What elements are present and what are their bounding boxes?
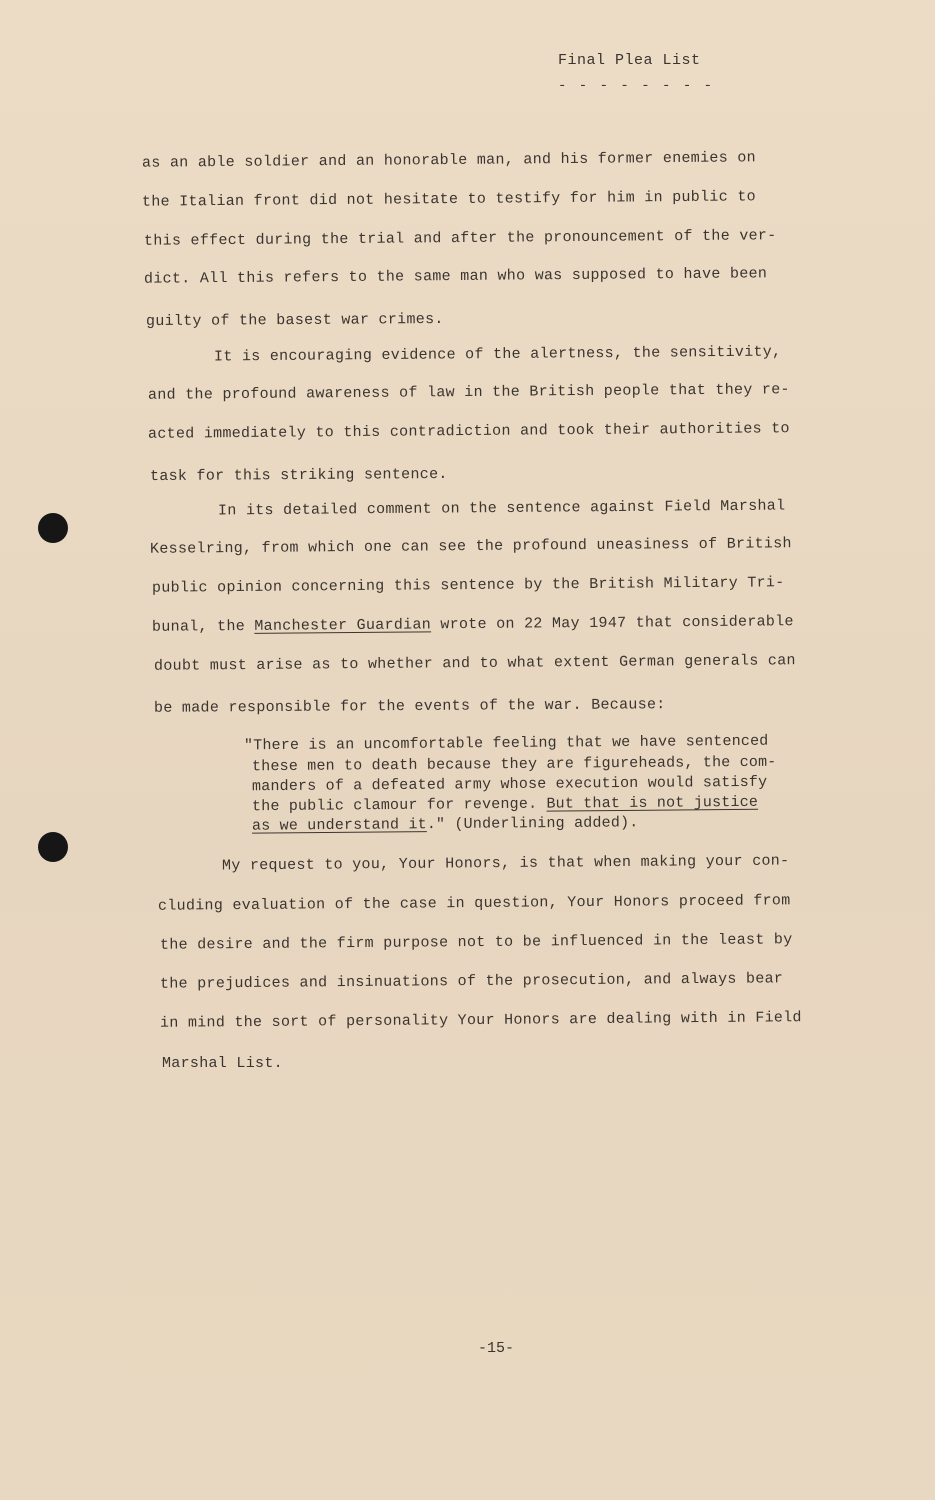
paragraph1-line3: this effect during the trial and after the pronouncement of the ver- — [143, 227, 777, 250]
punch-hole-top — [38, 513, 68, 543]
quote-line4 — [252, 794, 758, 815]
paragraph2-line1: It is encouraging evidence of the alertness, the sensitivity, — [213, 343, 782, 366]
paragraph1-line1: as an able soldier and an honorable man, and his former enemies on — [141, 149, 756, 172]
paragraph1-line4: dict. All this refers to the same man who was supposed to have been — [143, 265, 768, 288]
paragraph3-line4 — [152, 613, 794, 636]
paragraph2-line2: and the profound awareness of law in the British people that they re- — [147, 381, 790, 404]
quote-line3: manders of a defeated army whose execution would satisfy — [251, 773, 768, 796]
paragraph1-line5: guilty of the basest war crimes. — [145, 310, 444, 331]
quote-underlined-1: But that is not justice — [546, 793, 759, 813]
paragraph4-line6: Marshal List. — [162, 1055, 283, 1072]
quote-line2: these men to death because they are figureheads, the com- — [251, 753, 777, 776]
paragraph3-line3: public opinion concerning this sentence by the British Military Tri- — [151, 574, 785, 597]
paragraph3-line1: In its detailed comment on the sentence against Field Marshal — [217, 497, 786, 520]
page-number: -15- — [478, 1340, 515, 1357]
running-header: Final Plea List — [558, 52, 701, 69]
paragraph3-line4-before: bunal, the — [151, 617, 255, 636]
paragraph4-line2: cluding evaluation of the case in question, Your Honors proceed from — [157, 892, 791, 915]
quote-line4-plain: the public clamour for revenge. — [251, 795, 547, 816]
paragraph4-line5: in mind the sort of personality Your Honors are dealing with in Field — [159, 1009, 802, 1032]
paragraph3-line6: be made responsible for the events of the war. Because: — [153, 696, 666, 717]
paragraph2-line4: task for this striking sentence. — [149, 465, 448, 486]
paragraph2-line3: acted immediately to this contradiction and took their authorities to — [147, 420, 790, 443]
quote-underlined-2: as we understand it — [251, 816, 427, 835]
paragraph3-line2: Kesselring, from which one can see the profound uneasiness of British — [149, 535, 792, 558]
paragraph4-line1: My request to you, Your Honors, is that when making your con- — [221, 852, 790, 875]
paragraph1-line2: the Italian front did not hesitate to testify for him in public to — [141, 188, 756, 211]
paragraph3-line4-after: wrote on 22 May 1947 that considerable — [430, 613, 794, 634]
header-rule: - - - - - - - - — [558, 78, 715, 94]
quote-line1: "There is an uncomfortable feeling that we have sentenced — [243, 732, 769, 755]
quote-line5 — [252, 814, 639, 834]
punch-hole-bottom — [38, 832, 68, 862]
paragraph3-line5: doubt must arise as to whether and to what extent German generals can — [153, 652, 796, 675]
paragraph4-line4: the prejudices and insinuations of the prosecution, and always bear — [159, 970, 784, 993]
newspaper-title: Manchester Guardian — [254, 616, 432, 635]
quote-line5-after: ." (Underlining added). — [426, 814, 639, 834]
paragraph4-line3: the desire and the firm purpose not to be influenced in the least by — [159, 931, 793, 954]
